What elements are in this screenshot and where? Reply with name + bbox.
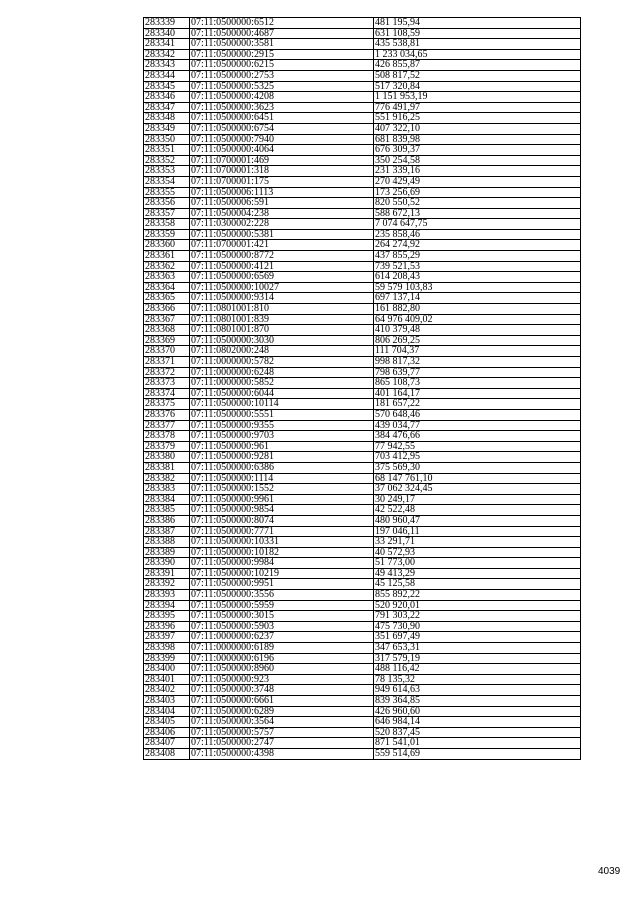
cadastral-value-cell: 42 522,48 bbox=[374, 505, 581, 516]
row-number-cell: 283392 bbox=[144, 579, 190, 590]
cadastral-number-cell: 07:11:0500000:4121 bbox=[190, 261, 374, 272]
cadastral-value-cell: 517 320,84 bbox=[374, 81, 581, 92]
table-row bbox=[144, 388, 581, 399]
table-row bbox=[144, 346, 581, 357]
cadastral-value-cell: 30 249,17 bbox=[374, 494, 581, 505]
table-body bbox=[144, 18, 581, 760]
cadastral-number-cell: 07:11:0500000:9314 bbox=[190, 293, 374, 304]
row-number-cell: 283396 bbox=[144, 621, 190, 632]
cadastral-value-cell: 520 920,01 bbox=[374, 600, 581, 611]
cadastral-number-cell: 07:11:0000000:5782 bbox=[190, 357, 374, 368]
row-number-cell: 283377 bbox=[144, 420, 190, 431]
cadastral-value-cell: 559 514,69 bbox=[374, 748, 581, 759]
cadastral-number-cell: 07:11:0500000:9961 bbox=[190, 494, 374, 505]
row-number-cell: 283347 bbox=[144, 102, 190, 113]
cadastral-number-cell: 07:11:0500000:6215 bbox=[190, 60, 374, 71]
cadastral-value-cell: 401 164,17 bbox=[374, 388, 581, 399]
cadastral-value-cell: 37 062 324,45 bbox=[374, 484, 581, 495]
row-number-cell: 283361 bbox=[144, 251, 190, 262]
cadastral-number-cell: 07:11:0000000:5852 bbox=[190, 378, 374, 389]
table-row bbox=[144, 696, 581, 707]
cadastral-number-cell: 07:11:0500000:7771 bbox=[190, 526, 374, 537]
cadastral-number-cell: 07:11:0500000:4208 bbox=[190, 92, 374, 103]
table-row bbox=[144, 282, 581, 293]
row-number-cell: 283406 bbox=[144, 727, 190, 738]
cadastral-value-cell: 681 839,98 bbox=[374, 134, 581, 145]
table-row bbox=[144, 357, 581, 368]
cadastral-value-cell: 588 672,13 bbox=[374, 208, 581, 219]
row-number-cell: 283378 bbox=[144, 431, 190, 442]
cadastral-number-cell: 07:11:0500000:6512 bbox=[190, 18, 374, 29]
table-row bbox=[144, 70, 581, 81]
table-row bbox=[144, 304, 581, 315]
table-row bbox=[144, 664, 581, 675]
table-row bbox=[144, 685, 581, 696]
row-number-cell: 283343 bbox=[144, 60, 190, 71]
cadastral-number-cell: 07:11:0500000:5959 bbox=[190, 600, 374, 611]
cadastral-value-cell: 173 256,69 bbox=[374, 187, 581, 198]
row-number-cell: 283348 bbox=[144, 113, 190, 124]
row-number-cell: 283403 bbox=[144, 696, 190, 707]
cadastral-value-cell: 7 074 647,75 bbox=[374, 219, 581, 230]
cadastral-number-cell: 07:11:0500000:6754 bbox=[190, 123, 374, 134]
table-row bbox=[144, 49, 581, 60]
cadastral-number-cell: 07:11:0500000:9355 bbox=[190, 420, 374, 431]
row-number-cell: 283371 bbox=[144, 357, 190, 368]
table-row bbox=[144, 611, 581, 622]
cadastral-number-cell: 07:11:0000000:6189 bbox=[190, 643, 374, 654]
cadastral-number-cell: 07:11:0801001:870 bbox=[190, 325, 374, 336]
cadastral-number-cell: 07:11:0801001:810 bbox=[190, 304, 374, 315]
row-number-cell: 283400 bbox=[144, 664, 190, 675]
row-number-cell: 283402 bbox=[144, 685, 190, 696]
cadastral-number-cell: 07:11:0500000:8074 bbox=[190, 515, 374, 526]
table-row bbox=[144, 505, 581, 516]
cadastral-value-cell: 33 291,71 bbox=[374, 537, 581, 548]
table-row bbox=[144, 18, 581, 29]
cadastral-value-cell: 614 208,43 bbox=[374, 272, 581, 283]
cadastral-number-cell: 07:11:0500000:6569 bbox=[190, 272, 374, 283]
table-row bbox=[144, 653, 581, 664]
cadastral-number-cell: 07:11:0500000:7940 bbox=[190, 134, 374, 145]
cadastral-value-cell: 570 648,46 bbox=[374, 409, 581, 420]
page-number: 4039 bbox=[598, 866, 621, 877]
table-row bbox=[144, 706, 581, 717]
row-number-cell: 283395 bbox=[144, 611, 190, 622]
cadastral-value-cell: 820 550,52 bbox=[374, 198, 581, 209]
cadastral-value-cell: 798 639,77 bbox=[374, 367, 581, 378]
cadastral-value-cell: 439 034,77 bbox=[374, 420, 581, 431]
cadastral-value-cell: 646 984,14 bbox=[374, 717, 581, 728]
cadastral-number-cell: 07:11:0500000:2753 bbox=[190, 70, 374, 81]
cadastral-value-cell: 437 855,29 bbox=[374, 251, 581, 262]
cadastral-value-cell: 435 538,81 bbox=[374, 39, 581, 50]
cadastral-value-cell: 871 541,01 bbox=[374, 738, 581, 749]
cadastral-number-cell: 07:11:0500000:8772 bbox=[190, 251, 374, 262]
cadastral-number-cell: 07:11:0500000:3030 bbox=[190, 335, 374, 346]
row-number-cell: 283407 bbox=[144, 738, 190, 749]
row-number-cell: 283357 bbox=[144, 208, 190, 219]
cadastral-value-cell: 551 916,25 bbox=[374, 113, 581, 124]
table-row bbox=[144, 134, 581, 145]
row-number-cell: 283408 bbox=[144, 748, 190, 759]
cadastral-value-cell: 45 125,58 bbox=[374, 579, 581, 590]
cadastral-value-cell: 1 151 953,19 bbox=[374, 92, 581, 103]
row-number-cell: 283345 bbox=[144, 81, 190, 92]
row-number-cell: 283389 bbox=[144, 547, 190, 558]
row-number-cell: 283351 bbox=[144, 145, 190, 156]
row-number-cell: 283376 bbox=[144, 409, 190, 420]
row-number-cell: 283340 bbox=[144, 28, 190, 39]
cadastral-number-cell: 07:11:0500000:2915 bbox=[190, 49, 374, 60]
row-number-cell: 283399 bbox=[144, 653, 190, 664]
cadastral-value-cell: 697 137,14 bbox=[374, 293, 581, 304]
cadastral-number-cell: 07:11:0500000:3564 bbox=[190, 717, 374, 728]
cadastral-value-cell: 59 579 103,83 bbox=[374, 282, 581, 293]
table-row bbox=[144, 568, 581, 579]
row-number-cell: 283358 bbox=[144, 219, 190, 230]
table-row bbox=[144, 251, 581, 262]
cadastral-number-cell: 07:11:0500000:5325 bbox=[190, 81, 374, 92]
table-row bbox=[144, 748, 581, 759]
cadastral-value-cell: 776 491,97 bbox=[374, 102, 581, 113]
table-row bbox=[144, 526, 581, 537]
cadastral-value-cell: 475 730,90 bbox=[374, 621, 581, 632]
cadastral-value-cell: 480 960,47 bbox=[374, 515, 581, 526]
row-number-cell: 283366 bbox=[144, 304, 190, 315]
cadastral-number-cell: 07:11:0500000:6661 bbox=[190, 696, 374, 707]
table-row bbox=[144, 420, 581, 431]
cadastral-value-cell: 520 837,45 bbox=[374, 727, 581, 738]
row-number-cell: 283394 bbox=[144, 600, 190, 611]
cadastral-number-cell: 07:11:0700001:318 bbox=[190, 166, 374, 177]
cadastral-number-cell: 07:11:0700001:175 bbox=[190, 176, 374, 187]
cadastral-number-cell: 07:11:0500000:4687 bbox=[190, 28, 374, 39]
table-row bbox=[144, 367, 581, 378]
table-row bbox=[144, 261, 581, 272]
row-number-cell: 283349 bbox=[144, 123, 190, 134]
cadastral-value-cell: 161 882,80 bbox=[374, 304, 581, 315]
row-number-cell: 283390 bbox=[144, 558, 190, 569]
table-row bbox=[144, 378, 581, 389]
cadastral-value-cell: 1 233 034,65 bbox=[374, 49, 581, 60]
table-row bbox=[144, 155, 581, 166]
row-number-cell: 283367 bbox=[144, 314, 190, 325]
row-number-cell: 283405 bbox=[144, 717, 190, 728]
cadastral-value-cell: 64 976 409,02 bbox=[374, 314, 581, 325]
cadastral-value-cell: 77 942,55 bbox=[374, 441, 581, 452]
cadastral-value-cell: 78 135,32 bbox=[374, 674, 581, 685]
cadastral-number-cell: 07:11:0500006:1113 bbox=[190, 187, 374, 198]
cadastral-number-cell: 07:11:0500006:591 bbox=[190, 198, 374, 209]
table-row bbox=[144, 431, 581, 442]
table-row bbox=[144, 240, 581, 251]
cadastral-value-cell: 375 569,30 bbox=[374, 462, 581, 473]
cadastral-number-cell: 07:11:0801001:839 bbox=[190, 314, 374, 325]
row-number-cell: 283360 bbox=[144, 240, 190, 251]
cadastral-number-cell: 07:11:0500000:2747 bbox=[190, 738, 374, 749]
cadastral-number-cell: 07:11:0500000:10027 bbox=[190, 282, 374, 293]
row-number-cell: 283373 bbox=[144, 378, 190, 389]
table-row bbox=[144, 229, 581, 240]
cadastral-number-cell: 07:11:0000000:6248 bbox=[190, 367, 374, 378]
row-number-cell: 283364 bbox=[144, 282, 190, 293]
cadastral-number-cell: 07:11:0500000:5757 bbox=[190, 727, 374, 738]
cadastral-number-cell: 07:11:0500004:238 bbox=[190, 208, 374, 219]
row-number-cell: 283404 bbox=[144, 706, 190, 717]
row-number-cell: 283387 bbox=[144, 526, 190, 537]
cadastral-value-cell: 264 274,92 bbox=[374, 240, 581, 251]
table-row bbox=[144, 39, 581, 50]
cadastral-number-cell: 07:11:0500000:10182 bbox=[190, 547, 374, 558]
cadastral-value-cell: 384 476,66 bbox=[374, 431, 581, 442]
row-number-cell: 283398 bbox=[144, 643, 190, 654]
row-number-cell: 283391 bbox=[144, 568, 190, 579]
table-row bbox=[144, 198, 581, 209]
row-number-cell: 283344 bbox=[144, 70, 190, 81]
cadastral-value-cell: 231 339,16 bbox=[374, 166, 581, 177]
cadastral-value-cell: 68 147 761,10 bbox=[374, 473, 581, 484]
cadastral-number-cell: 07:11:0500000:9951 bbox=[190, 579, 374, 590]
cadastral-value-cell: 488 116,42 bbox=[374, 664, 581, 675]
table-row bbox=[144, 176, 581, 187]
cadastral-value-cell: 481 195,94 bbox=[374, 18, 581, 29]
cadastral-value-table bbox=[143, 17, 581, 760]
table-row bbox=[144, 293, 581, 304]
row-number-cell: 283374 bbox=[144, 388, 190, 399]
cadastral-number-cell: 07:11:0500000:5903 bbox=[190, 621, 374, 632]
table-row bbox=[144, 314, 581, 325]
cadastral-number-cell: 07:11:0500000:6451 bbox=[190, 113, 374, 124]
table-row bbox=[144, 123, 581, 134]
table-row bbox=[144, 494, 581, 505]
row-number-cell: 283383 bbox=[144, 484, 190, 495]
cadastral-value-cell: 791 303,22 bbox=[374, 611, 581, 622]
cadastral-value-cell: 703 412,95 bbox=[374, 452, 581, 463]
cadastral-number-cell: 07:11:0500000:6289 bbox=[190, 706, 374, 717]
row-number-cell: 283369 bbox=[144, 335, 190, 346]
table-row bbox=[144, 208, 581, 219]
cadastral-number-cell: 07:11:0802000:248 bbox=[190, 346, 374, 357]
cadastral-number-cell: 07:11:0500000:6044 bbox=[190, 388, 374, 399]
table-row bbox=[144, 113, 581, 124]
table-row bbox=[144, 81, 581, 92]
cadastral-value-cell: 865 108,73 bbox=[374, 378, 581, 389]
row-number-cell: 283397 bbox=[144, 632, 190, 643]
cadastral-number-cell: 07:11:0500000:961 bbox=[190, 441, 374, 452]
table-row bbox=[144, 145, 581, 156]
cadastral-number-cell: 07:11:0500000:4398 bbox=[190, 748, 374, 759]
cadastral-number-cell: 07:11:0500000:1552 bbox=[190, 484, 374, 495]
cadastral-number-cell: 07:11:0500000:5551 bbox=[190, 409, 374, 420]
cadastral-number-cell: 07:11:0500000:9703 bbox=[190, 431, 374, 442]
cadastral-value-cell: 407 322,10 bbox=[374, 123, 581, 134]
cadastral-value-cell: 855 892,22 bbox=[374, 590, 581, 601]
cadastral-value-cell: 181 657,22 bbox=[374, 399, 581, 410]
row-number-cell: 283362 bbox=[144, 261, 190, 272]
table-row bbox=[144, 727, 581, 738]
row-number-cell: 283393 bbox=[144, 590, 190, 601]
cadastral-number-cell: 07:11:0500000:9854 bbox=[190, 505, 374, 516]
table-row bbox=[144, 632, 581, 643]
cadastral-number-cell: 07:11:0500000:8960 bbox=[190, 664, 374, 675]
cadastral-value-cell: 739 521,53 bbox=[374, 261, 581, 272]
table-row bbox=[144, 600, 581, 611]
table-row bbox=[144, 335, 581, 346]
cadastral-value-cell: 49 413,29 bbox=[374, 568, 581, 579]
cadastral-value-cell: 426 855,87 bbox=[374, 60, 581, 71]
table-row bbox=[144, 28, 581, 39]
row-number-cell: 283365 bbox=[144, 293, 190, 304]
cadastral-value-cell: 410 379,48 bbox=[374, 325, 581, 336]
table-row bbox=[144, 558, 581, 569]
row-number-cell: 283354 bbox=[144, 176, 190, 187]
row-number-cell: 283353 bbox=[144, 166, 190, 177]
table-row bbox=[144, 92, 581, 103]
row-number-cell: 283384 bbox=[144, 494, 190, 505]
cadastral-value-cell: 317 579,19 bbox=[374, 653, 581, 664]
cadastral-number-cell: 07:11:0500000:3556 bbox=[190, 590, 374, 601]
table-row bbox=[144, 60, 581, 71]
cadastral-value-cell: 111 704,37 bbox=[374, 346, 581, 357]
row-number-cell: 283342 bbox=[144, 49, 190, 60]
row-number-cell: 283382 bbox=[144, 473, 190, 484]
cadastral-number-cell: 07:11:0000000:6196 bbox=[190, 653, 374, 664]
table-row bbox=[144, 473, 581, 484]
table-row bbox=[144, 590, 581, 601]
row-number-cell: 283386 bbox=[144, 515, 190, 526]
table-row bbox=[144, 484, 581, 495]
cadastral-number-cell: 07:11:0300002:228 bbox=[190, 219, 374, 230]
cadastral-value-cell: 350 254,58 bbox=[374, 155, 581, 166]
cadastral-value-cell: 40 572,93 bbox=[374, 547, 581, 558]
cadastral-number-cell: 07:11:0500000:3748 bbox=[190, 685, 374, 696]
table-row bbox=[144, 409, 581, 420]
cadastral-number-cell: 07:11:0500000:10219 bbox=[190, 568, 374, 579]
row-number-cell: 283356 bbox=[144, 198, 190, 209]
cadastral-value-cell: 839 364,85 bbox=[374, 696, 581, 707]
cadastral-value-cell: 998 817,32 bbox=[374, 357, 581, 368]
cadastral-number-cell: 07:11:0700001:469 bbox=[190, 155, 374, 166]
row-number-cell: 283363 bbox=[144, 272, 190, 283]
cadastral-value-cell: 270 429,49 bbox=[374, 176, 581, 187]
cadastral-value-cell: 631 108,59 bbox=[374, 28, 581, 39]
row-number-cell: 283375 bbox=[144, 399, 190, 410]
table-row bbox=[144, 537, 581, 548]
cadastral-number-cell: 07:11:0500000:6386 bbox=[190, 462, 374, 473]
table-row bbox=[144, 717, 581, 728]
row-number-cell: 283401 bbox=[144, 674, 190, 685]
cadastral-number-cell: 07:11:0500000:3015 bbox=[190, 611, 374, 622]
row-number-cell: 283372 bbox=[144, 367, 190, 378]
row-number-cell: 283380 bbox=[144, 452, 190, 463]
cadastral-value-cell: 347 653,31 bbox=[374, 643, 581, 654]
table-row bbox=[144, 219, 581, 230]
cadastral-number-cell: 07:11:0500000:10331 bbox=[190, 537, 374, 548]
row-number-cell: 283368 bbox=[144, 325, 190, 336]
row-number-cell: 283388 bbox=[144, 537, 190, 548]
cadastral-number-cell: 07:11:0500000:923 bbox=[190, 674, 374, 685]
table-row bbox=[144, 547, 581, 558]
row-number-cell: 283385 bbox=[144, 505, 190, 516]
table-row bbox=[144, 452, 581, 463]
table-row bbox=[144, 621, 581, 632]
table-row bbox=[144, 674, 581, 685]
table-row bbox=[144, 738, 581, 749]
table-row bbox=[144, 166, 581, 177]
cadastral-value-cell: 508 817,52 bbox=[374, 70, 581, 81]
cadastral-number-cell: 07:11:0700001:421 bbox=[190, 240, 374, 251]
cadastral-value-cell: 351 697,49 bbox=[374, 632, 581, 643]
row-number-cell: 283381 bbox=[144, 462, 190, 473]
cadastral-number-cell: 07:11:0500000:5381 bbox=[190, 229, 374, 240]
row-number-cell: 283339 bbox=[144, 18, 190, 29]
table-row bbox=[144, 462, 581, 473]
table-row bbox=[144, 643, 581, 654]
table-row bbox=[144, 102, 581, 113]
table-row bbox=[144, 441, 581, 452]
cadastral-number-cell: 07:11:0500000:4064 bbox=[190, 145, 374, 156]
row-number-cell: 283370 bbox=[144, 346, 190, 357]
cadastral-value-cell: 51 773,00 bbox=[374, 558, 581, 569]
cadastral-value-cell: 197 046,11 bbox=[374, 526, 581, 537]
table-row bbox=[144, 272, 581, 283]
row-number-cell: 283379 bbox=[144, 441, 190, 452]
cadastral-number-cell: 07:11:0500000:9281 bbox=[190, 452, 374, 463]
cadastral-value-cell: 676 309,37 bbox=[374, 145, 581, 156]
row-number-cell: 283355 bbox=[144, 187, 190, 198]
table-row bbox=[144, 579, 581, 590]
cadastral-value-cell: 235 858,46 bbox=[374, 229, 581, 240]
cadastral-value-cell: 806 269,25 bbox=[374, 335, 581, 346]
cadastral-number-cell: 07:11:0500000:10114 bbox=[190, 399, 374, 410]
table-row bbox=[144, 515, 581, 526]
row-number-cell: 283350 bbox=[144, 134, 190, 145]
cadastral-number-cell: 07:11:0500000:9984 bbox=[190, 558, 374, 569]
row-number-cell: 283352 bbox=[144, 155, 190, 166]
data-table-container bbox=[143, 17, 580, 760]
cadastral-number-cell: 07:11:0500000:3581 bbox=[190, 39, 374, 50]
row-number-cell: 283346 bbox=[144, 92, 190, 103]
table-row bbox=[144, 325, 581, 336]
cadastral-number-cell: 07:11:0500000:1114 bbox=[190, 473, 374, 484]
table-row bbox=[144, 399, 581, 410]
cadastral-value-cell: 426 960,60 bbox=[374, 706, 581, 717]
cadastral-number-cell: 07:11:0500000:3623 bbox=[190, 102, 374, 113]
row-number-cell: 283341 bbox=[144, 39, 190, 50]
cadastral-value-cell: 949 614,63 bbox=[374, 685, 581, 696]
cadastral-number-cell: 07:11:0000000:6237 bbox=[190, 632, 374, 643]
row-number-cell: 283359 bbox=[144, 229, 190, 240]
table-row bbox=[144, 187, 581, 198]
